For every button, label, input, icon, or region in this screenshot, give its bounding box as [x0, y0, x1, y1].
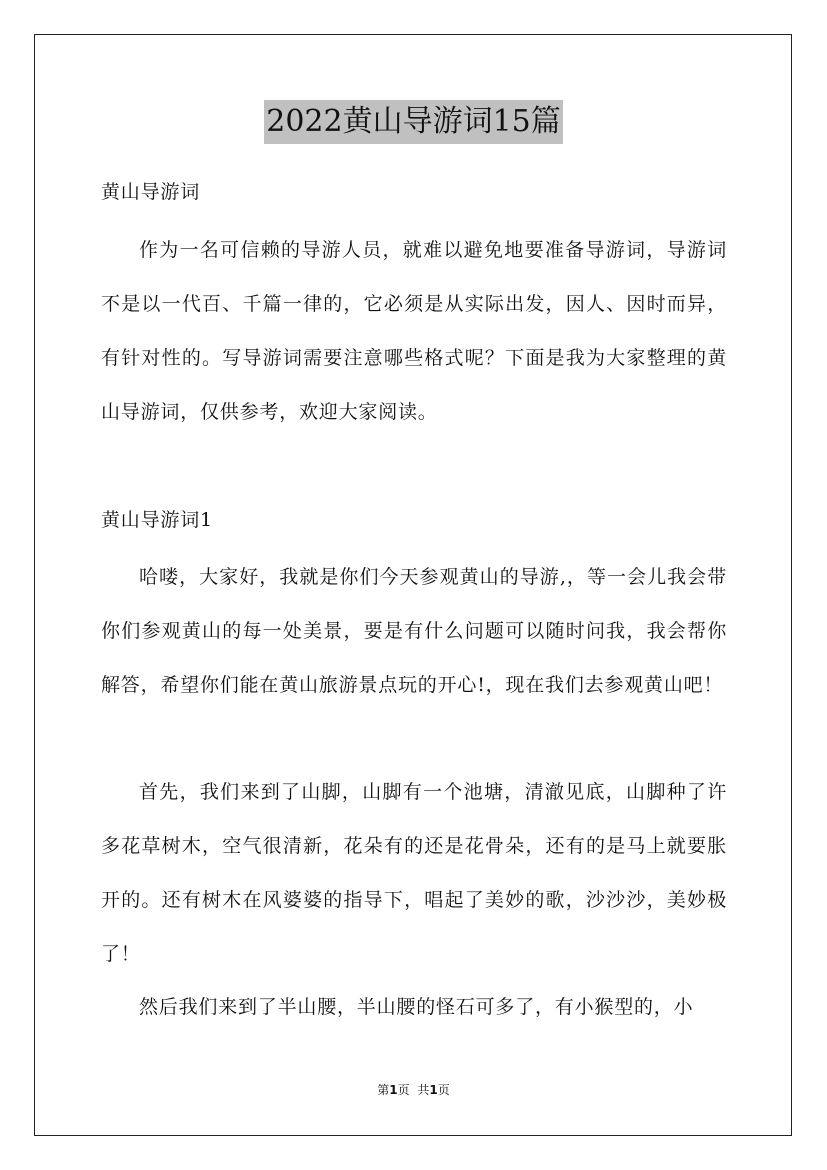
- footer-page-number: 1: [389, 1083, 398, 1097]
- intro-heading: 黄山导游词: [101, 181, 201, 203]
- section1-paragraph-3: 然后我们来到了半山腰，半山腰的怪石可多了，有小猴型的，小: [139, 996, 694, 1018]
- document-title: 2022黄山导游词15篇: [264, 100, 563, 144]
- footer-page-suffix: 页: [397, 1083, 410, 1097]
- section1-heading: 黄山导游词1: [101, 509, 213, 531]
- footer-page-prefix: 第: [377, 1083, 390, 1097]
- footer-total-pages: 1: [429, 1083, 438, 1097]
- section1-paragraph-2: 首先，我们来到了山脚，山脚有一个池塘，清澈见底，山脚种了许多花草树木，空气很清新，花朵有的还是花骨朵，还有的是马上就要胀开的。还有树木在风婆婆的指导下，唱起了美妙的歌，沙沙沙，美妙极了！: [101, 781, 727, 965]
- title-container: [0, 100, 827, 144]
- page-footer: [0, 1082, 827, 1098]
- footer-total-suffix: 页: [437, 1083, 450, 1097]
- section1-paragraph-1: 哈喽，大家好，我就是你们今天参观黄山的导游,，等一会儿我会带你们参观黄山的每一处美景，要是有什么问题可以随时问我，我会帮你解答，希望你们能在黄山旅游景点玩的开心!，现在我们去参观黄山吧！: [101, 566, 727, 696]
- footer-total-prefix: 共: [417, 1083, 430, 1097]
- intro-paragraph: 作为一名可信赖的导游人员，就难以避免地要准备导游词，导游词不是以一代百、千篇一律的，它必须是从实际出发，因人、因时而异，有针对性的。写导游词需要注意哪些格式呢？下面是我为大家整理的黄山导游词，仅供参考，欢迎大家阅读。: [101, 239, 727, 423]
